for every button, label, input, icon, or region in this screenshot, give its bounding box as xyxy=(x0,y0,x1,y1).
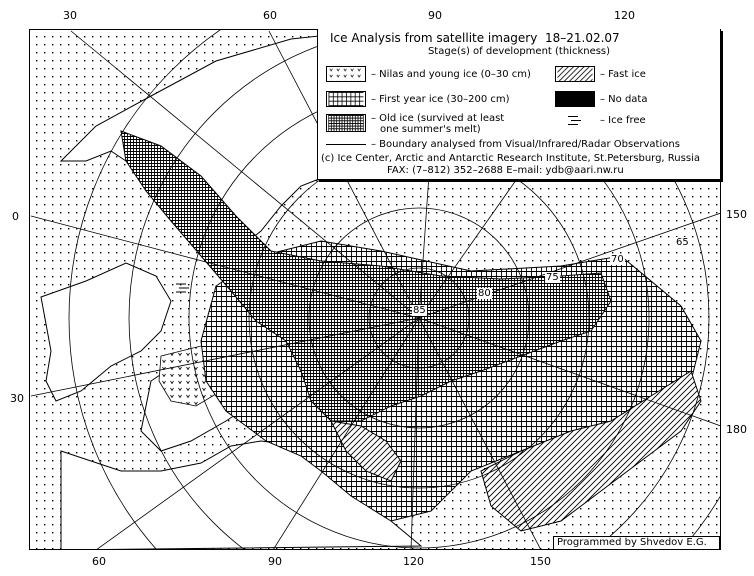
ice-free-label: – Ice free xyxy=(600,115,646,126)
no-data-swatch xyxy=(555,91,595,107)
lon-label-left-0: 0 xyxy=(12,210,19,223)
programmed-by-label: Programmed by Shvedov E.G. xyxy=(553,536,720,550)
lon-label-top-30: 30 xyxy=(63,9,77,22)
nilas-swatch xyxy=(326,66,366,82)
lat-label-70: 70 xyxy=(611,254,624,265)
legend-title-text: Ice Analysis from satellite imagery xyxy=(330,31,538,45)
lon-label-top-60: 60 xyxy=(263,9,277,22)
legend-panel xyxy=(317,29,721,180)
ice-free-icon xyxy=(568,115,582,127)
lon-label-right-180: 180 xyxy=(726,423,747,436)
nilas-label: – Nilas and young ice (0–30 cm) xyxy=(371,69,531,80)
lat-label-80: 80 xyxy=(478,288,491,299)
lon-label-top-90: 90 xyxy=(428,9,442,22)
old-ice-label-2: one summer's melt) xyxy=(380,124,481,135)
first-year-label: – First year ice (30–200 cm) xyxy=(371,94,510,105)
fast-ice-swatch xyxy=(555,66,595,82)
fast-ice-label: – Fast ice xyxy=(600,69,646,80)
legend-date: 18–21.02.07 xyxy=(544,31,620,45)
lon-label-bottom-120: 120 xyxy=(403,555,424,568)
legend-title xyxy=(330,31,620,45)
credit-text: (c) Ice Center, Arctic and Antarctic Research Institute, St.Petersburg, Russia xyxy=(321,153,700,164)
legend-subtitle: Stage(s) of development (thickness) xyxy=(427,46,611,57)
first-year-swatch xyxy=(326,91,366,107)
no-data-label: – No data xyxy=(600,94,648,105)
old-ice-label-1: – Old ice (survived at least xyxy=(371,113,505,124)
contact-text: FAX: (7–812) 352–2688 E–mail: ydb@aari.nw.ru xyxy=(387,165,624,176)
boundary-label: – Boundary analysed from Visual/Infrared/Radar Observations xyxy=(371,139,680,150)
lat-label-65: 65 xyxy=(676,237,689,248)
lat-label-75: 75 xyxy=(546,272,559,283)
lon-label-bottom-150: 150 xyxy=(530,555,551,568)
lat-label-85: 85 xyxy=(413,305,426,316)
lon-label-left-30: 30 xyxy=(10,392,24,405)
lon-label-bottom-60: 60 xyxy=(92,555,106,568)
boundary-line-sample xyxy=(326,144,366,145)
lon-label-bottom-90: 90 xyxy=(268,555,282,568)
lon-label-right-150: 150 xyxy=(726,208,747,221)
old-ice-swatch xyxy=(326,114,366,132)
lon-label-top-120: 120 xyxy=(614,9,635,22)
